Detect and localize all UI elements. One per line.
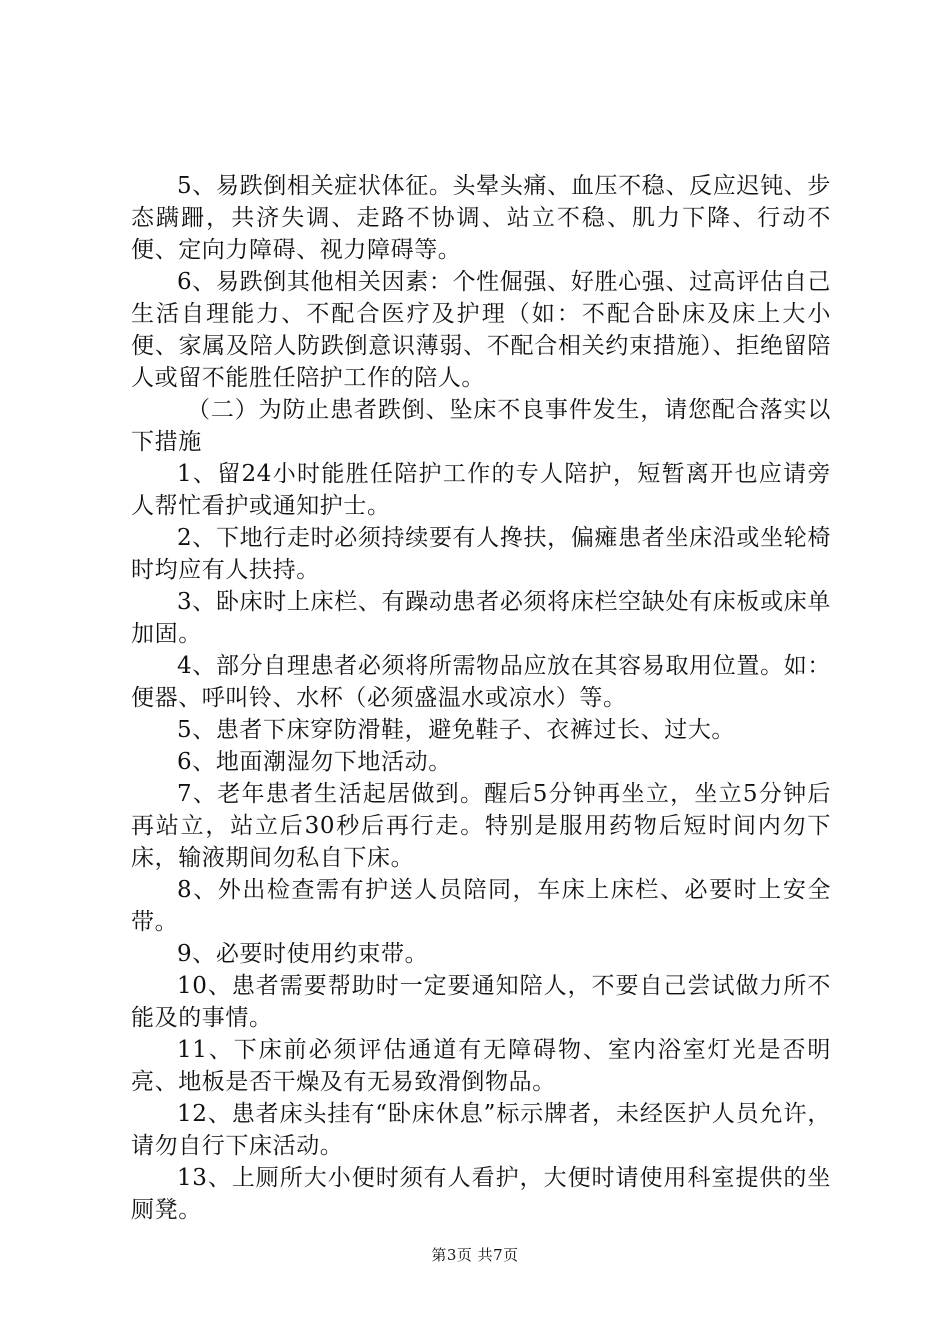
page-number-footer: 第3页 共7页 [431,1246,519,1264]
measure-item-1: 1、留24小时能胜任陪护工作的专人陪护，短暂离开也应请旁人帮忙看护或通知护士。 [131,461,831,519]
measure-item-7: 7、老年患者生活起居做到。醒后5分钟再坐立，坐立5分钟后再站立，站立后30秒后再行走。特别是服用药物后短时间内勿下床，输液期间勿私自下床。 [131,781,831,871]
measure-item-4: 4、部分自理患者必须将所需物品应放在其容易取用位置。如：便器、呼叫铃、水杯（必须盛温水或凉水）等。 [131,653,831,711]
paragraph-other-factors: 6、易跌倒其他相关因素：个性倔强、好胜心强、过高评估自己生活自理能力、不配合医疗及护理（如：不配合卧床及床上大小便、家属及陪人防跌倒意识薄弱、不配合相关约束措施）、拒绝留陪人或留不能胜任陪护工作的陪人。 [131,269,831,391]
section-heading-measures: （二）为防止患者跌倒、坠床不良事件发生，请您配合落实以下措施 [131,397,831,455]
measure-item-9: 9、必要时使用约束带。 [177,941,429,967]
measure-item-3: 3、卧床时上床栏、有躁动患者必须将床栏空缺处有床板或床单加固。 [131,589,831,647]
measure-item-2: 2、下地行走时必须持续要有人搀扶，偏瘫患者坐床沿或坐轮椅时均应有人扶持。 [131,525,831,583]
paragraph-symptoms: 5、易跌倒相关症状体征。头晕头痛、血压不稳、反应迟钝、步态蹒跚，共济失调、走路不协调、站立不稳、肌力下降、行动不便、定向力障碍、视力障碍等。 [131,173,831,263]
measure-item-12: 12、患者床头挂有“卧床休息”标示牌者，未经医护人员允许，请勿自行下床活动。 [131,1101,831,1159]
measure-item-10: 10、患者需要帮助时一定要通知陪人，不要自己尝试做力所不能及的事情。 [131,973,831,1031]
measure-item-5: 5、患者下床穿防滑鞋，避免鞋子、衣裤过长、过大。 [177,717,736,743]
measure-item-13: 13、上厕所大小便时须有人看护，大便时请使用科室提供的坐厕凳。 [131,1165,831,1223]
measure-item-8: 8、外出检查需有护送人员陪同，车床上床栏、必要时上安全带。 [131,877,831,935]
document-body [131,170,831,1226]
measure-item-11: 11、下床前必须评估通道有无障碍物、室内浴室灯光是否明亮、地板是否干燥及有无易致滑倒物品。 [131,1037,831,1095]
measure-item-6: 6、地面潮湿勿下地活动。 [177,749,452,775]
